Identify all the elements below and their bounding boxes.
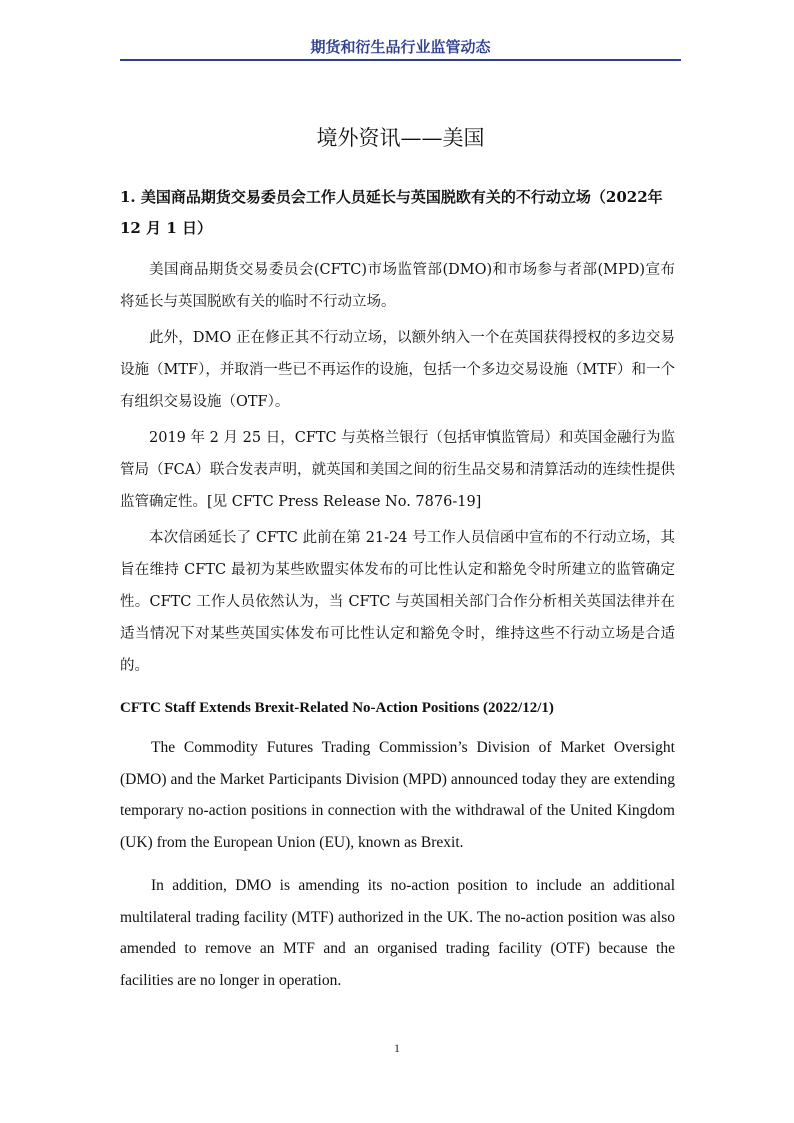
paragraph-cn-2: 此外，DMO 正在修正其不行动立场，以额外纳入一个在英国获得授权的多边交易设施（MTF），并取消一些已不再运作的设施，包括一个多边交易设施（MTF）和一个有组织交易设施（OTF）。 [120, 330, 675, 410]
page-number: 1 [394, 1041, 400, 1055]
article-heading-cn: 1. 美国商品期货交易委员会工作人员延长与英国脱欧有关的不行动立场（2022年 12 月 1 日） [120, 188, 663, 237]
paragraph-cn-1: 美国商品期货交易委员会(CFTC)市场监管部(DMO)和市场参与者部(MPD)宣布将延长与英国脱欧有关的临时不行动立场。 [120, 262, 675, 310]
running-header-title: 期货和衍生品行业监管动态 [310, 38, 491, 56]
paragraph-en-1: The Commodity Futures Trading Commission’s Division of Market Oversight (DMO) and the Market Participants Division (MPD) announced today they are extending temporary no-action positions in connection with the withdrawal of the United Kingdom (UK) from the European Union (EU), known as Brexit. [120, 739, 675, 851]
header-divider [120, 59, 681, 61]
paragraph-cn-4: 本次信函延长了 CFTC 此前在第 21-24 号工作人员信函中宣布的不行动立场，其旨在维持 CFTC 最初为某些欧盟实体发布的可比性认定和豁免令时所建立的监管确定性。CFTC 工作人员依然认为，当 CFTC 与英国相关部门合作分析相关英国法律并在适当情况下对某些英国实体发布可比性认定和豁免令时，维持这些不行动立场是合适的。 [120, 530, 675, 674]
article-body [120, 182, 675, 1008]
paragraph-cn-3: 2019 年 2 月 25 日，CFTC 与英格兰银行（包括审慎监管局）和英国金融行为监管局（FCA）联合发表声明，就英国和美国之间的衍生品交易和清算活动的连续性提供监管确定性。[见 CFTC Press Release No. 7876-19] [120, 430, 675, 510]
section-title: 境外资讯——美国 [316, 126, 485, 150]
article-heading-en: CFTC Staff Extends Brexit-Related No-Action Positions (2022/12/1) [120, 700, 554, 716]
paragraph-en-2: In addition, DMO is amending its no-action position to include an additional multilateral trading facility (MTF) authorized in the UK. The no-action position was also amended to remove an MTF and an organised trading facility (OTF) because the facilities are no longer in operation. [120, 877, 675, 989]
